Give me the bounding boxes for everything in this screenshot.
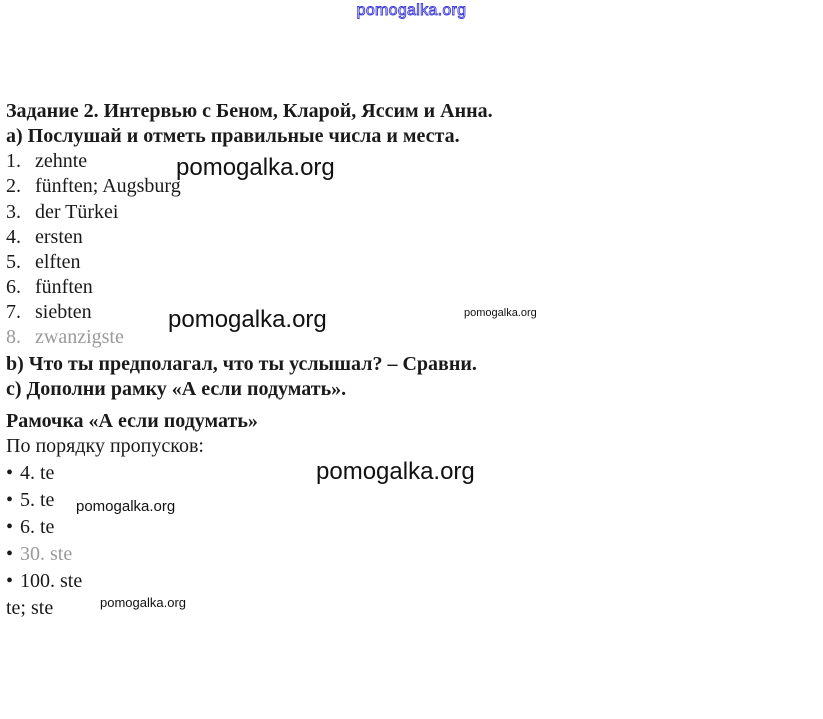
watermark: pomogalka.org: [100, 595, 186, 610]
answer-number: 7.: [6, 301, 21, 323]
answer-item: [6, 175, 181, 198]
answer-item: [6, 301, 92, 324]
answer-item: [6, 251, 81, 274]
watermark: pomogalka.org: [464, 307, 537, 319]
answer-item: [6, 276, 93, 299]
answer-number: 3.: [6, 201, 21, 223]
answer-number: 1.: [6, 150, 21, 172]
bullet-icon: •: [6, 516, 14, 538]
bullet-icon: •: [6, 543, 14, 565]
answer-text: fünften: [35, 276, 93, 298]
answer-item: [6, 226, 83, 249]
answer-text: der Türkei: [35, 201, 119, 223]
answer-item: [6, 150, 87, 173]
answer-number: 6.: [6, 276, 21, 298]
task-part-c: c) Дополни рамку «А если подумать».: [6, 378, 347, 400]
answer-text: siebten: [35, 301, 92, 323]
bullet-icon: •: [6, 489, 14, 511]
frame-item-text: 100. ste: [20, 570, 83, 592]
frame-item-text: 4. te: [20, 462, 55, 484]
answer-text: fünften; Augsburg: [35, 175, 181, 197]
answer-text: zehnte: [35, 150, 88, 172]
bullet-icon: •: [6, 570, 14, 592]
frame-intro: По порядку пропусков:: [6, 435, 204, 457]
frame-item: [6, 516, 54, 539]
answer-text: elften: [35, 251, 81, 273]
task-part-a: a) Послушай и отметь правильные числа и места.: [6, 125, 460, 147]
frame-item-text: 6. te: [20, 516, 55, 538]
answer-number: 8.: [6, 326, 21, 348]
frame-item: [6, 462, 54, 485]
frame-item: [6, 543, 72, 566]
watermark: pomogalka.org: [168, 306, 327, 333]
frame-last-line: te; ste: [6, 597, 54, 619]
bullet-icon: •: [6, 462, 14, 484]
answer-item: [6, 201, 119, 224]
frame-title: Рамочка «А если подумать»: [6, 410, 258, 432]
answer-item: [6, 326, 124, 349]
watermark: pomogalka.org: [76, 498, 176, 515]
site-header-logo: pomogalka.org: [356, 2, 467, 19]
frame-item-text: 5. te: [20, 489, 55, 511]
frame-item: [6, 570, 82, 593]
task-part-b: b) Что ты предполагал, что ты услышал? – Сравни.: [6, 353, 477, 375]
answer-text: zwanzigste: [35, 326, 124, 348]
watermark: pomogalka.org: [176, 154, 335, 181]
answer-number: 5.: [6, 251, 21, 273]
answer-text: ersten: [35, 226, 83, 248]
answer-number: 4.: [6, 226, 21, 248]
frame-item: [6, 489, 54, 512]
answer-number: 2.: [6, 175, 21, 197]
task-title: Задание 2. Интервью с Беном, Кларой, Яссим и Анна.: [6, 100, 493, 122]
frame-item-text: 30. ste: [20, 543, 73, 565]
watermark: pomogalka.org: [316, 458, 475, 485]
